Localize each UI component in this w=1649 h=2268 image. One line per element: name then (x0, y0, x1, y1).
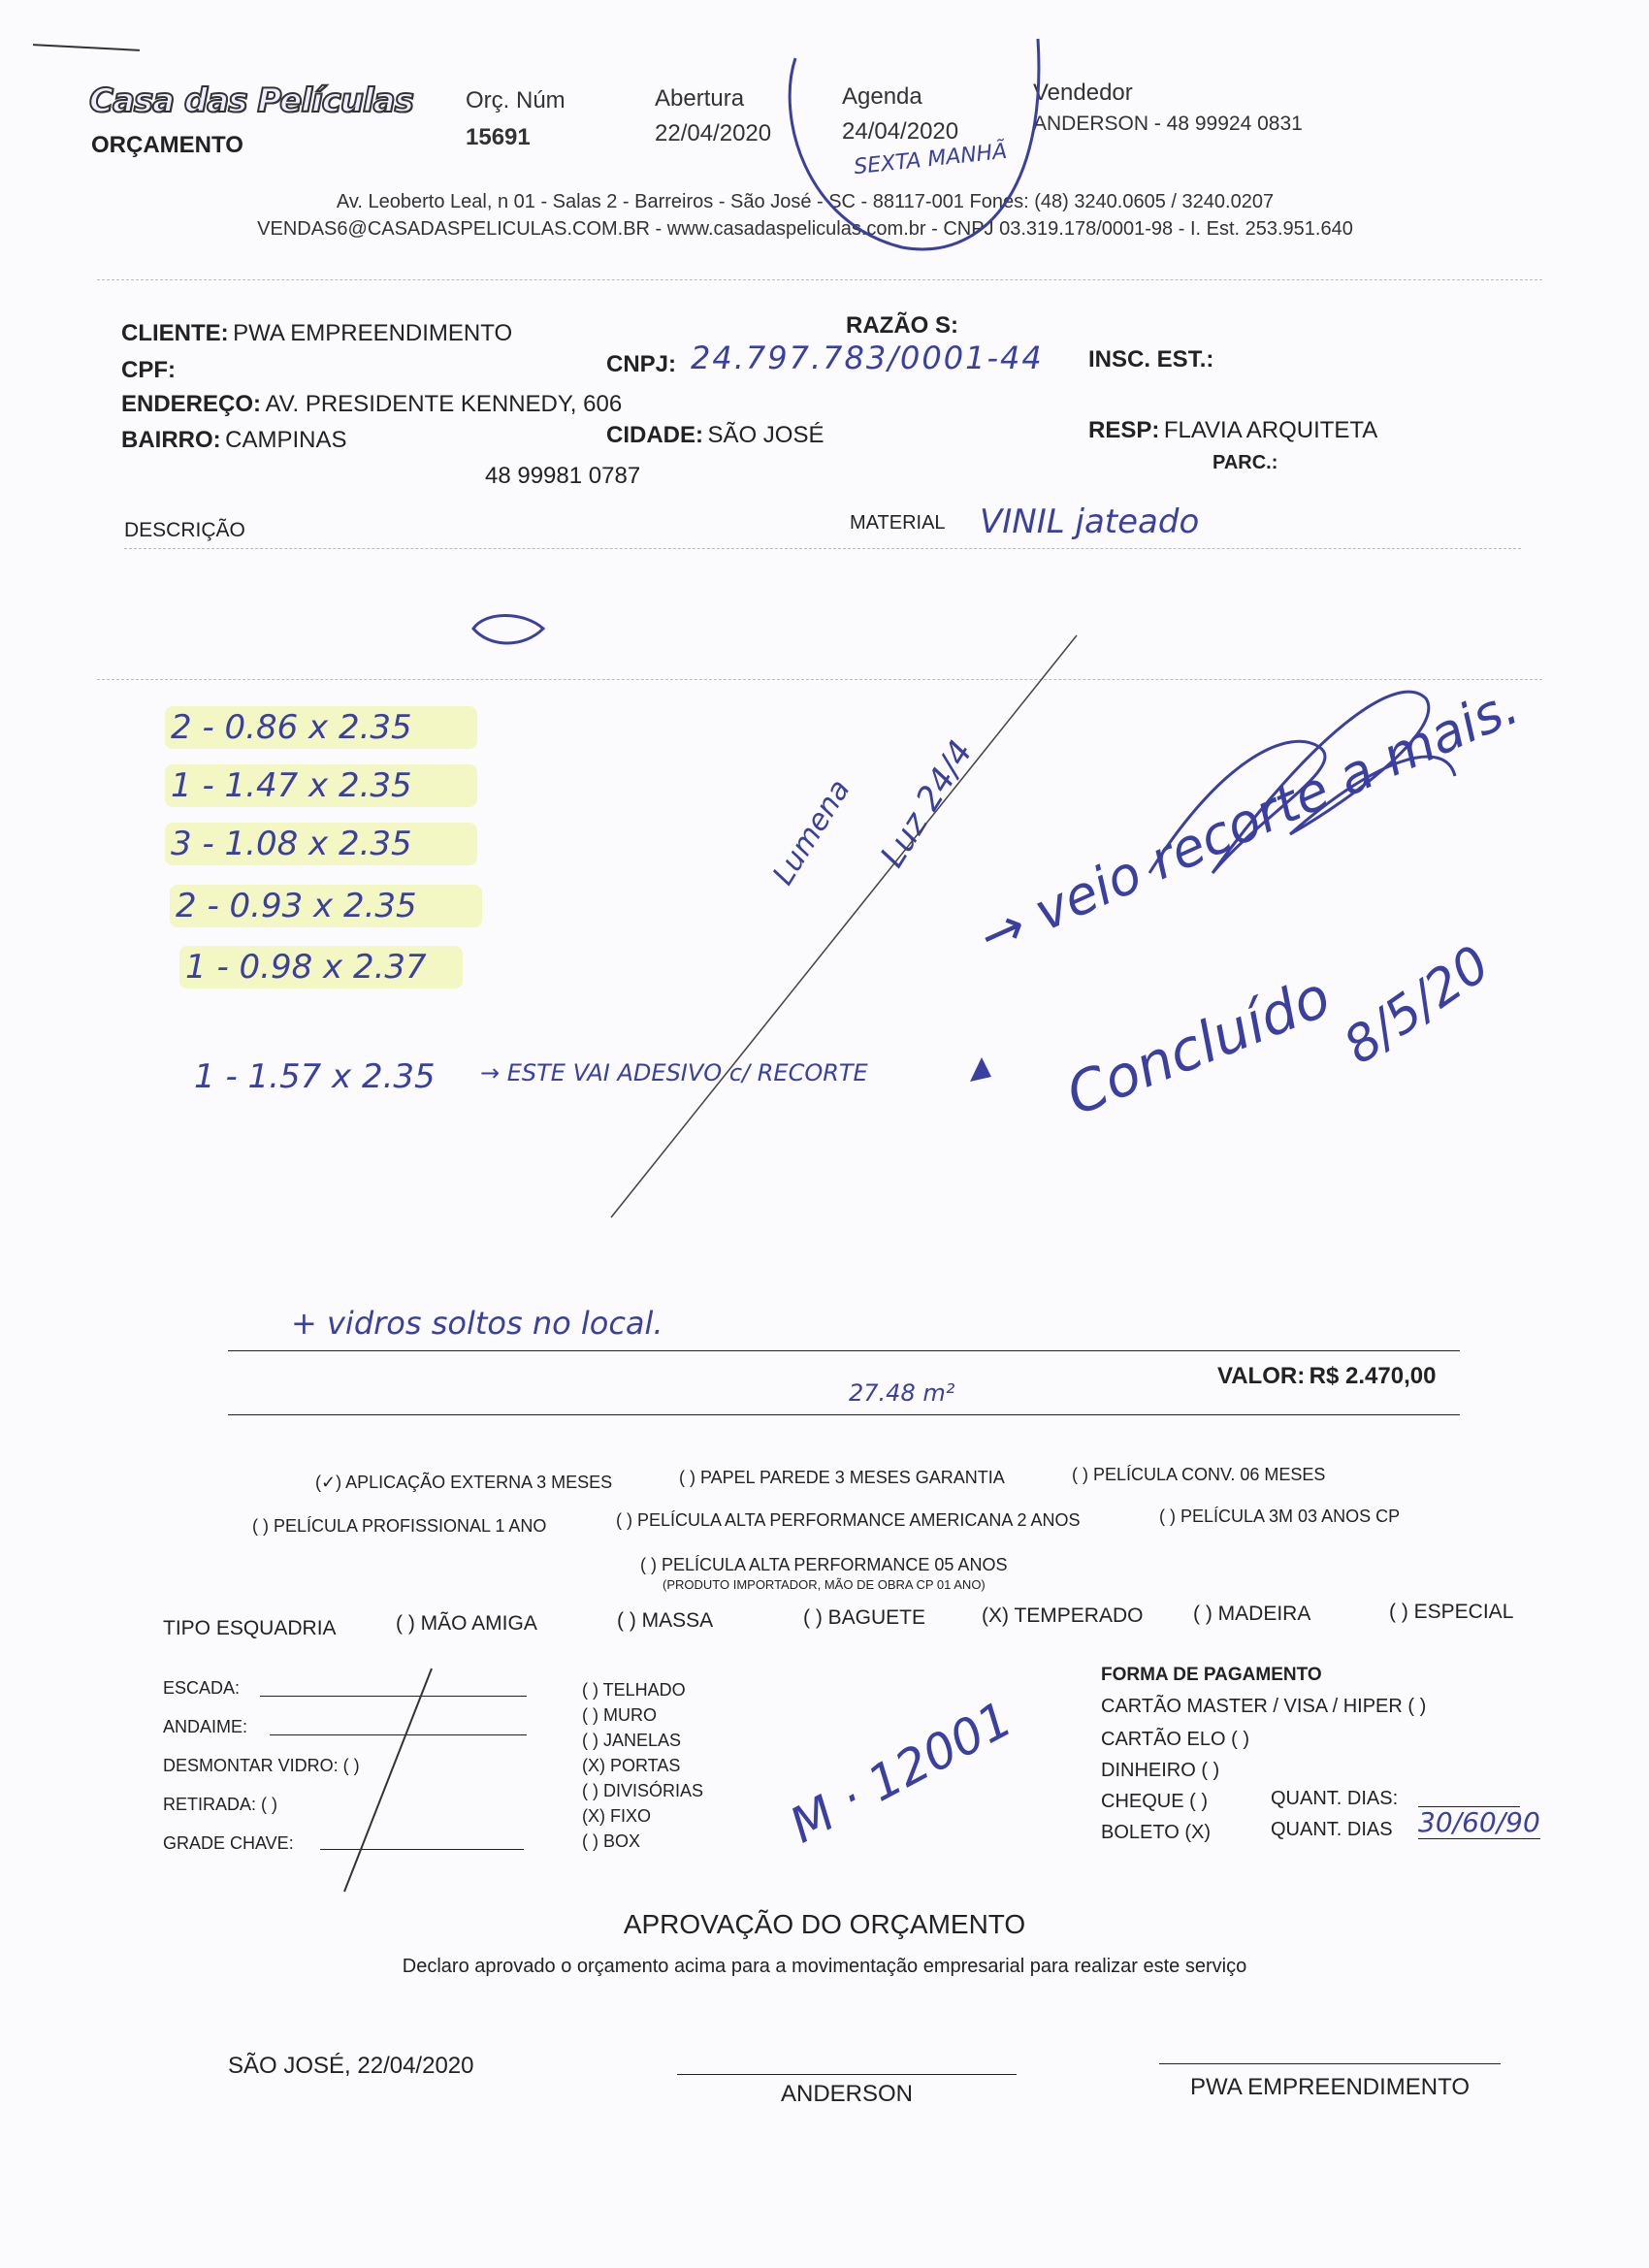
warranty-option[interactable]: ( ) PELÍCULA 3M 03 ANOS CP (1159, 1507, 1401, 1526)
esquadria-option[interactable]: ( ) ESPECIAL (1389, 1601, 1514, 1623)
service-option[interactable]: ( ) DIVISÓRIAS (582, 1781, 704, 1800)
warranty-option[interactable]: ( ) PELÍCULA CONV. 06 MESES (1072, 1465, 1326, 1484)
note-diagonal-2: Luz 24/4 (873, 733, 982, 875)
boleto-option[interactable]: BOLETO (X) (1101, 1822, 1211, 1843)
material-value: VINIL jateado (980, 502, 1200, 541)
esquadria-option[interactable]: ( ) MÃO AMIGA (396, 1612, 537, 1635)
services-strike (344, 1669, 432, 1892)
retirada-label[interactable]: RETIRADA: ( ) (163, 1795, 278, 1814)
approval-text: Declaro aprovado o orçamento acima para a movimentação empresarial para realizar este serviço (402, 1956, 1247, 1977)
vidros-line (228, 1350, 1460, 1351)
service-option[interactable]: (X) FIXO (582, 1806, 651, 1826)
esquadria-option[interactable]: (X) TEMPERADO (982, 1604, 1144, 1627)
sig1-line[interactable] (677, 2074, 1017, 2075)
valor-row (1217, 1363, 1436, 1390)
warranty-option[interactable]: ( ) PELÍCULA ALTA PERFORMANCE 05 ANOS (640, 1555, 1008, 1574)
approval-place-date: SÃO JOSÉ, 22/04/2020 (228, 2053, 474, 2079)
payment-title: FORMA DE PAGAMENTO (1101, 1665, 1322, 1685)
endereco-row (121, 391, 622, 418)
escada-label: ESCADA: (163, 1678, 241, 1698)
abertura-label: Abertura (655, 85, 745, 112)
payment-option[interactable]: CARTÃO MASTER / VISA / HIPER ( ) (1101, 1696, 1427, 1717)
resp-row (1088, 417, 1377, 444)
esquadria-option[interactable]: ( ) MASSA (617, 1609, 714, 1632)
approval-title: APROVAÇÃO DO ORÇAMENTO (623, 1909, 1026, 1939)
doc-title: ORÇAMENTO (91, 132, 243, 158)
valor-value: R$ 2.470,00 (1309, 1363, 1437, 1389)
area-value: 27.48 m² (849, 1379, 955, 1407)
note-date: 8/5/20 (1334, 934, 1501, 1077)
orc-value: 15691 (466, 124, 531, 150)
sig2-name: PWA EMPREENDIMENTO (1189, 2074, 1471, 2100)
cheque-dias-label: QUANT. DIAS: (1271, 1788, 1399, 1809)
resp-value: FLAVIA ARQUITETA (1163, 417, 1378, 443)
cidade-label: CIDADE: (606, 422, 703, 448)
cnpj-label: CNPJ: (606, 351, 677, 377)
handwritten-number: M · 12001 (781, 1690, 1021, 1855)
warranty-option[interactable]: (✓) APLICAÇÃO EXTERNA 3 MESES (315, 1473, 613, 1492)
list-item: 3 - 1.08 x 2.35 (165, 823, 477, 865)
valor-line (228, 1414, 1460, 1415)
orc-label: Orç. Núm (466, 87, 566, 113)
items-divider (97, 679, 1542, 680)
list-item: 2 - 0.93 x 2.35 (170, 885, 482, 927)
payment-option[interactable]: CARTÃO ELO ( ) (1101, 1729, 1249, 1750)
descricao-label: DESCRIÇÃO (124, 519, 245, 541)
warranty-option[interactable]: ( ) PELÍCULA ALTA PERFORMANCE AMERICANA 2 ANOS (616, 1510, 1081, 1530)
endereco-label: ENDEREÇO: (121, 391, 262, 417)
note-recorte: → veio recorte a mais. (970, 674, 1528, 968)
endereco-value: AV. PRESIDENTE KENNEDY, 606 (265, 391, 623, 417)
vendedor-label: Vendedor (1033, 80, 1133, 106)
list-item: 1 - 0.98 x 2.37 (179, 946, 463, 988)
resp-label: RESP: (1088, 417, 1160, 443)
agenda-label: Agenda (842, 83, 922, 110)
cliente-value: PWA EMPREENDIMENTO (233, 320, 513, 346)
boleto-dias-value: 30/60/90 (1418, 1806, 1540, 1838)
cheque-option[interactable]: CHEQUE ( ) (1101, 1791, 1208, 1812)
desc-divider (124, 548, 1521, 549)
andaime-line[interactable] (270, 1734, 527, 1735)
note-concluido: Concluído (1057, 962, 1340, 1129)
esquadria-option[interactable]: ( ) BAGUETE (803, 1606, 926, 1629)
bairro-row (121, 427, 346, 454)
cpf-label: CPF: (121, 357, 176, 383)
warranty-footnote: (PRODUTO IMPORTADOR, MÃO DE OBRA CP 01 ANO) (663, 1577, 986, 1592)
cnpj-value: 24.797.783/0001-44 (691, 340, 1044, 376)
contact-line: VENDAS6@CASADASPELICULAS.COM.BR - www.casadaspeliculas.com.br - CNPJ 03.319.178/0001-98 - I. Est. 253.951.640 (257, 218, 1353, 240)
valor-label: VALOR: (1217, 1363, 1306, 1389)
agenda-value: 24/04/2020 (842, 118, 959, 145)
vendedor-value: ANDERSON - 48 99924 0831 (1033, 113, 1303, 135)
stray-mark (33, 44, 140, 51)
material-label: MATERIAL (850, 512, 946, 534)
item-special-note: → ESTE VAI ADESIVO c/ RECORTE (480, 1059, 868, 1086)
parc-label: PARC.: (1212, 452, 1278, 473)
sig2-line[interactable] (1159, 2063, 1501, 2064)
cidade-value: SÃO JOSÉ (707, 422, 824, 448)
boleto-dias-label: QUANT. DIAS (1271, 1819, 1393, 1840)
razao-label: RAZÃO S: (846, 312, 958, 339)
address-line: Av. Leoberto Leal, n 01 - Salas 2 - Barreiros - São José - SC - 88117-001 Fones: (48) 3240.0605 / 3240.0207 (336, 191, 1275, 212)
service-option[interactable]: (X) PORTAS (582, 1756, 681, 1775)
cidade-row (606, 422, 824, 449)
agenda-note: SEXTA MANHÃ (853, 139, 1009, 180)
escada-line[interactable] (260, 1696, 527, 1697)
grade-chave-label: GRADE CHAVE: (163, 1833, 294, 1853)
arrow-mark (970, 1057, 991, 1082)
esquadria-option[interactable]: ( ) MADEIRA (1193, 1603, 1311, 1625)
warranty-option[interactable]: ( ) PELÍCULA PROFISSIONAL 1 ANO (252, 1516, 547, 1536)
andaime-label: ANDAIME: (163, 1717, 248, 1736)
service-option[interactable]: ( ) BOX (582, 1831, 641, 1851)
desmontar-label[interactable]: DESMONTAR VIDRO: ( ) (163, 1756, 360, 1775)
scribble-mark (473, 616, 543, 644)
client-phone: 48 99981 0787 (485, 463, 641, 489)
cliente-label: CLIENTE: (121, 320, 229, 346)
service-option[interactable]: ( ) MURO (582, 1705, 657, 1725)
grade-chave-line[interactable] (320, 1849, 524, 1850)
payment-option[interactable]: DINHEIRO ( ) (1101, 1760, 1220, 1781)
header-divider (97, 279, 1542, 280)
abertura-value: 22/04/2020 (655, 120, 772, 146)
insc-label: INSC. EST.: (1088, 346, 1214, 373)
company-logo: Casa das Películas (89, 81, 413, 120)
service-option[interactable]: ( ) JANELAS (582, 1731, 682, 1750)
sig1-name: ANDERSON (780, 2081, 914, 2107)
bairro-label: BAIRRO: (121, 427, 221, 453)
note-vidros: + vidros soltos no local. (291, 1305, 663, 1342)
warranty-option[interactable]: ( ) PAPEL PAREDE 3 MESES GARANTIA (679, 1468, 1005, 1487)
note-diagonal-1: Lumena (766, 773, 857, 891)
list-item: 2 - 0.86 x 2.35 (165, 706, 477, 749)
esquadria-label: TIPO ESQUADRIA (163, 1617, 337, 1639)
service-option[interactable]: ( ) TELHADO (582, 1680, 686, 1700)
list-item: 1 - 1.47 x 2.35 (165, 764, 477, 807)
list-item-special: 1 - 1.57 x 2.35 (194, 1057, 436, 1096)
cliente-row (121, 320, 512, 347)
bairro-value: CAMPINAS (225, 427, 347, 453)
